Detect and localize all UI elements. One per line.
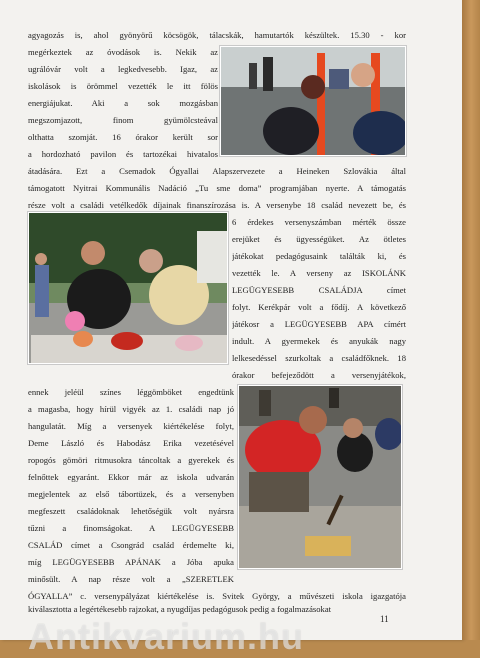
text-line: folyt. Kerékpár volt a fődíj. A következő <box>232 302 406 312</box>
text-line: indult. A gyermekek és anyukák nagy <box>232 336 406 346</box>
text-line: felnőttek egyaránt. Ekkor már az iskola udvarán <box>28 472 234 482</box>
text-line: iskolások is örömmel vezették le itt fölös <box>28 81 218 91</box>
text-line: lelkesedéssel szurkoltak a családfőknek. 18 <box>232 353 406 363</box>
text-line: átadására. Ezt a Csemadok Ógyallai Alapszervezete a Heineken Szlovákia által <box>28 166 406 176</box>
text-line: tűzni a finomságokat. A LEGÜGYESEBB <box>28 523 234 533</box>
text-line: ÓGYALLA” c. versenypályázat kiértékelése is. Svitek György, a művészeti iskola igazgatója <box>28 591 406 601</box>
text-line: kiválasztotta a legértékesebb rajzokat, a nyugdíjas pedagógusok pedig a fogalmazásokat <box>28 604 332 614</box>
text-line: megjelentek az első tábortüzek, és a versenyben <box>28 489 234 499</box>
photo-hammer-contest-image <box>239 386 401 568</box>
text-line: agyagozás is, ahol gyönyörű köcsögök, tálacskák, hamutartók készültek. 15.30 - kor <box>28 30 406 40</box>
text-line: minősült. A nap része volt a „SZERETLEK <box>28 574 234 584</box>
text-line: hangulatát. Míg a versenyek kiértékelése folyt, <box>28 421 234 431</box>
text-line: Deme László és Habodász Erika vezetésével <box>28 438 234 448</box>
text-line: erejüket és ügyességüket. Az ötletes <box>232 234 406 244</box>
text-line: CSALÁD címet a Csongrád család érdemelte ki, <box>28 540 234 550</box>
book-spine <box>462 0 480 640</box>
text-line: a hordozható pavilon és tartozékai hivatalos <box>28 149 218 159</box>
text-line: ennek jeléül színes léggömböket engedtünk <box>28 387 234 397</box>
text-line: LEGÜGYESEBB CSALÁDJA címet <box>232 285 406 295</box>
text-line: ropogós gömöri ritmusokra táncoltak a gyerekek és <box>28 455 234 465</box>
text-line: megérkeztek az óvodások is. Nekik az <box>28 47 218 57</box>
photo-children-game <box>220 46 406 156</box>
photo-children-game-image <box>221 47 405 155</box>
text-line: vezették le. A verseny az ISKOLÁNK <box>232 268 406 278</box>
text-line: megfeszett családoknak lehetőségük volt nyársra <box>28 506 234 516</box>
text-line: 6 érdekes versenyszámban mérték össze <box>232 217 406 227</box>
page-number: 11 <box>380 614 389 624</box>
text-line: energiájukat. Aki a sok mozgásban <box>28 98 218 108</box>
text-line: támogatott Nyitrai Kommunális Nadáció „Tu sme doma” programjában nyerte. A támogatás <box>28 183 406 193</box>
photo-diaper-contest-image <box>29 213 227 363</box>
text-line: olthatta szomját. 16 órakor került sor <box>28 132 218 142</box>
text-line: része volt a családi vetélkedők díjainak finanszírozása is. A versenybe 18 család nevezett be, és <box>28 200 406 210</box>
photo-hammer-contest <box>238 385 402 569</box>
photo-diaper-contest <box>28 212 228 364</box>
text-line: megszomjazott, finom gyümölcsteával <box>28 115 218 125</box>
text-line: játékokat pedagógusaink találták ki, és <box>232 251 406 261</box>
watermark: Antikvarium.hu <box>28 616 305 657</box>
text-line: a magasba, hogy hírül vigyék az 1. családi nap jó <box>28 404 234 414</box>
text-line: játékosr a LEGÜGYESEBB APA címért <box>232 319 406 329</box>
text-line: órakor befejeződött a versenyjátékok, <box>232 370 406 380</box>
text-line: ugrálóvár volt a legkedvesebb. Igaz, az <box>28 64 218 74</box>
text-line: míg LEGÜGYESEBB APÁNAK a Jóba apuka <box>28 557 234 567</box>
